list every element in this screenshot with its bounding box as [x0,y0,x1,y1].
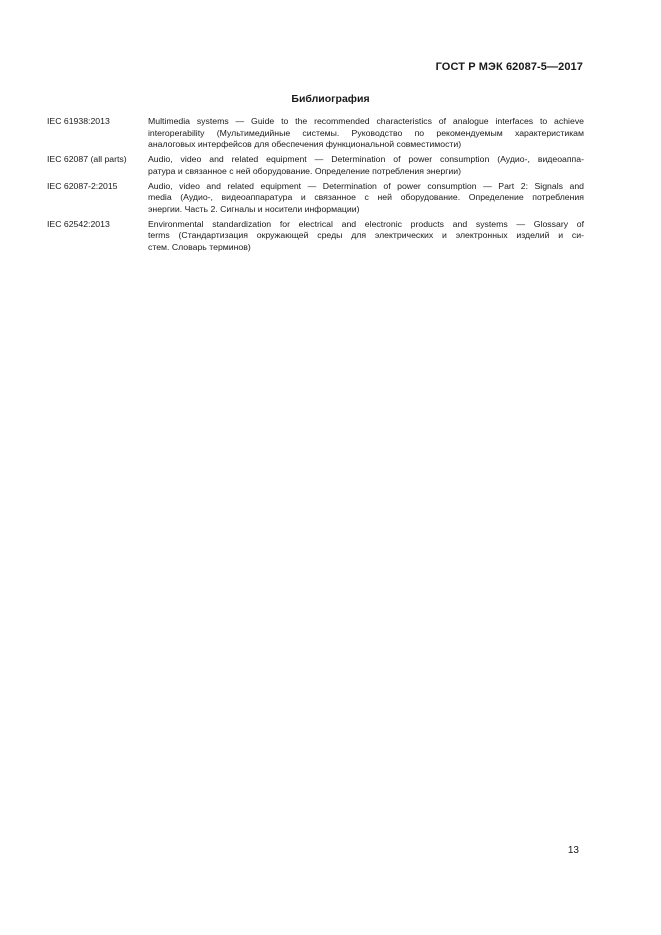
document-header: ГОСТ Р МЭК 62087-5—2017 [435,61,583,73]
reference-line: стем. Словарь терминов) [148,242,251,253]
reference-description [148,116,584,151]
bibliography-entry [47,154,584,177]
bibliography-entry [47,219,584,254]
section-title: Библиография [291,93,370,105]
reference-description [148,219,584,254]
reference-code: IEC 62087-2:2015 [47,180,118,191]
reference-line: Audio, video and related equipment — Determination of power consumption (Аудио-, видеоаппа- [148,154,584,165]
reference-line: Multimedia systems — Guide to the recommended characteristics of analogue interfaces to achieve [148,116,584,126]
reference-line: энергии. Часть 2. Сигналы и носители информации) [148,203,360,214]
page-number: 13 [567,845,579,856]
reference-description [148,154,584,177]
reference-line: аналоговых интерфейсов для обеспечения функциональной совместимости) [148,139,462,150]
reference-line: media (Аудио-, видеоаппаратура и связанное с ней оборудование. Определение потребления [148,192,584,203]
reference-line: terms (Стандартизация окружающей среды для электрических и электронных изделий и си- [148,230,584,241]
reference-line: Audio, video and related equipment — Determination of power consumption — Part 2: Signals and [148,180,584,191]
bibliography-list [47,116,584,257]
reference-description [148,181,584,216]
reference-line: interoperability (Мультимедийные системы. Руководство по рекомендуемым характеристикам [148,127,584,138]
reference-line: Environmental standardization for electrical and electronic products and systems — Glossary of [148,218,584,229]
bibliography-entry [47,181,584,216]
reference-code: IEC 62087 (all parts) [47,154,127,165]
reference-code: IEC 61938:2013 [47,116,110,126]
reference-line: ратура и связанное с ней оборудование. Определение потребления энергии) [148,165,461,176]
bibliography-entry [47,116,584,151]
reference-code: IEC 62542:2013 [47,218,110,229]
